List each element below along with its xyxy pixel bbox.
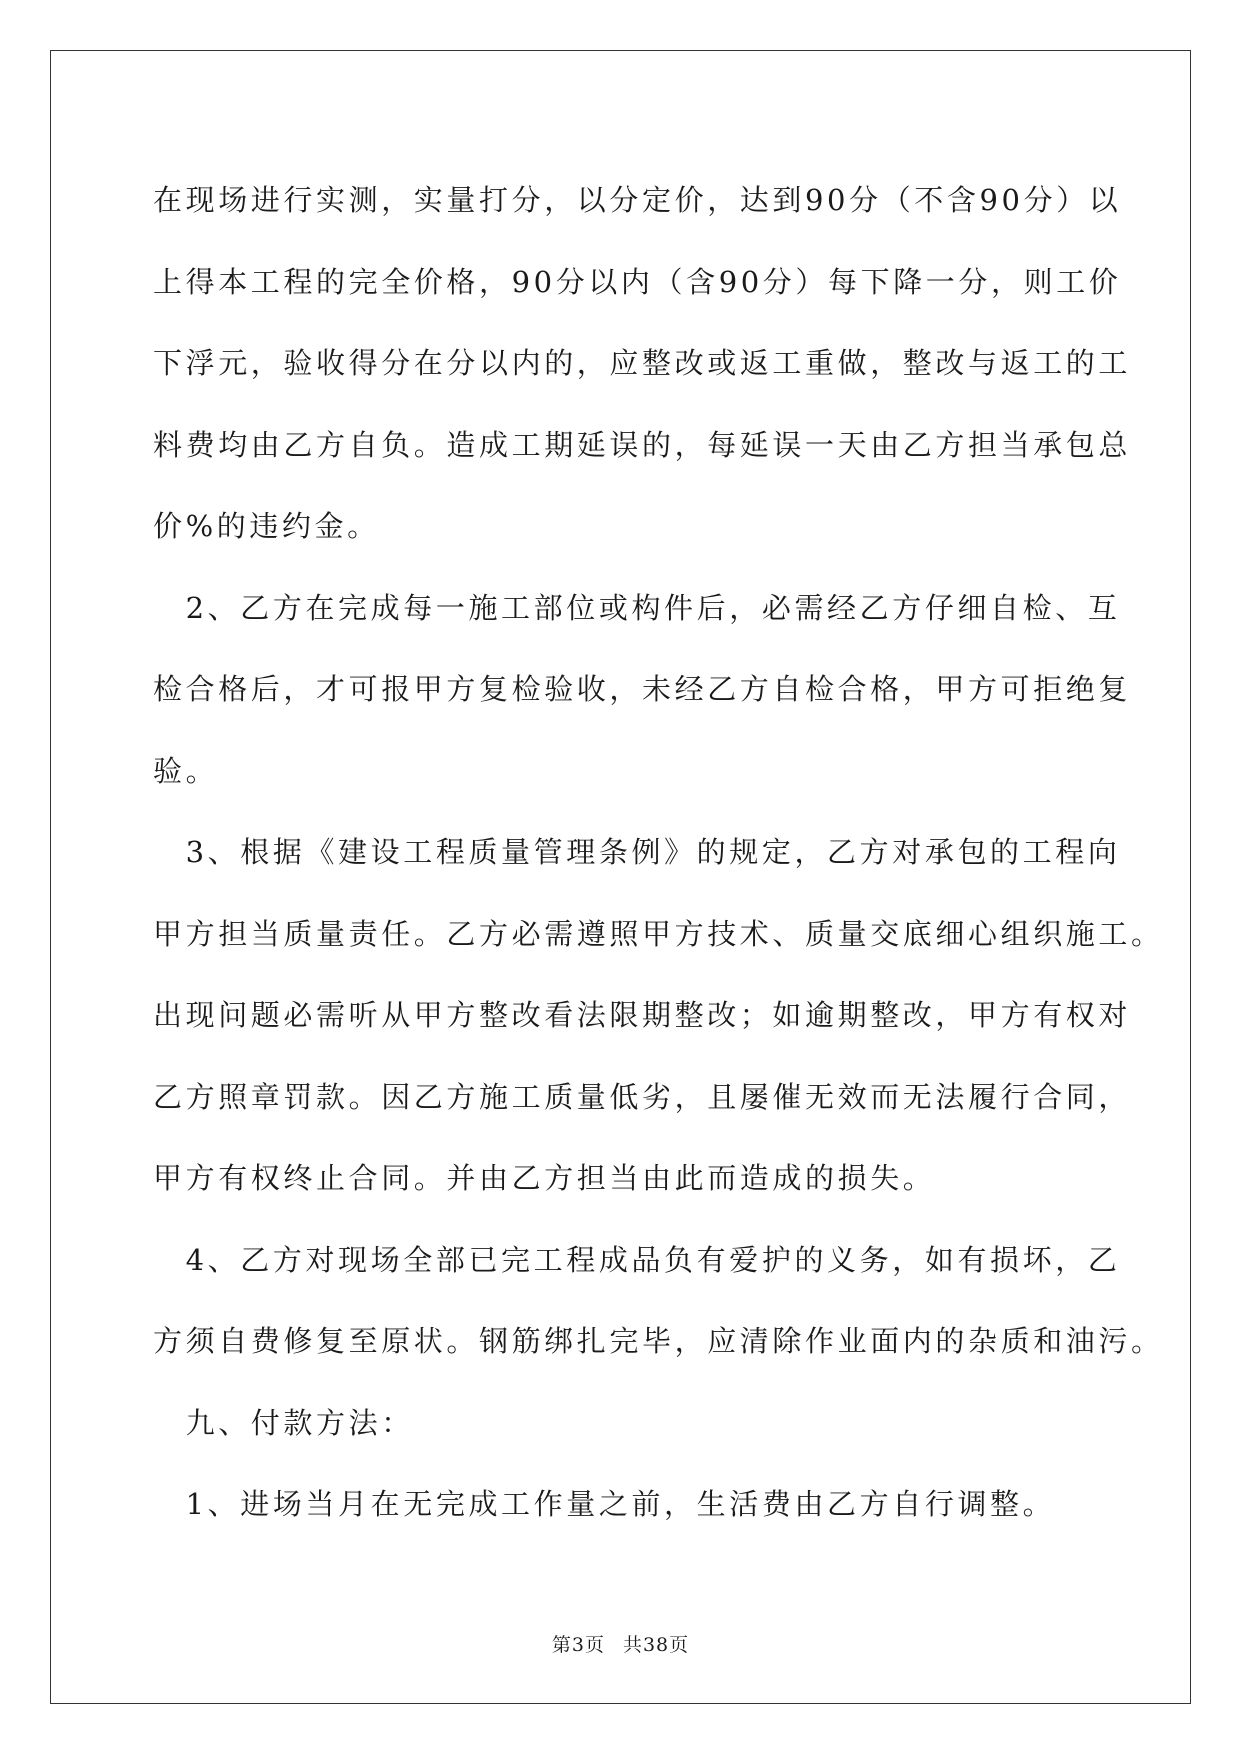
text-line: 验。	[153, 753, 219, 788]
page-number: 第3页	[551, 1634, 605, 1656]
text-line: 料费均由乙方自负。造成工期延误的，每延误一天由乙方担当承包总	[153, 427, 1132, 462]
text-line: 在现场进行实测，实量打分，以分定价，达到90分（不含90分）以	[153, 183, 1122, 217]
text-line: 甲方有权终止合同。并由乙方担当由此而造成的损失。	[153, 1161, 936, 1195]
text-line: 上得本工程的完全价格，90分以内（含90分）每下降一分，则工价	[153, 264, 1122, 299]
text-line: 方须自费修复至原状。钢筋绑扎完毕，应清除作业面内的杂质和油污。	[153, 1324, 1164, 1358]
page-footer	[0, 1630, 1241, 1657]
text-line: 3、根据《建设工程质量管理条例》的规定，乙方对承包的工程向	[153, 835, 1121, 869]
text-line: 出现问题必需听从甲方整改看法限期整改；如逾期整改，甲方有权对	[153, 998, 1132, 1032]
text-line: 价%的违约金。	[153, 509, 380, 543]
text-line: 九、付款方法：	[153, 1405, 414, 1440]
text-line: 1、进场当月在无完成工作量之前，生活费由乙方自行调整。	[153, 1487, 1056, 1521]
page-total: 共38页	[622, 1634, 690, 1656]
text-line: 乙方照章罚款。因乙方施工质量低劣，且屡催无效而无法履行合同，	[153, 1079, 1132, 1114]
text-line: 检合格后，才可报甲方复检验收，未经乙方自检合格，甲方可拒绝复	[153, 672, 1132, 706]
text-line: 4、乙方对现场全部已完工程成品负有爱护的义务，如有损坏，乙	[153, 1242, 1121, 1277]
text-line: 2、乙方在完成每一施工部位或构件后，必需经乙方仔细自检、互	[153, 590, 1121, 625]
text-line: 甲方担当质量责任。乙方必需遵照甲方技术、质量交底细心组织施工。	[153, 916, 1164, 951]
document-body	[153, 160, 1164, 1546]
text-line: 下浮元，验收得分在分以内的，应整改或返工重做，整改与返工的工	[153, 346, 1132, 380]
